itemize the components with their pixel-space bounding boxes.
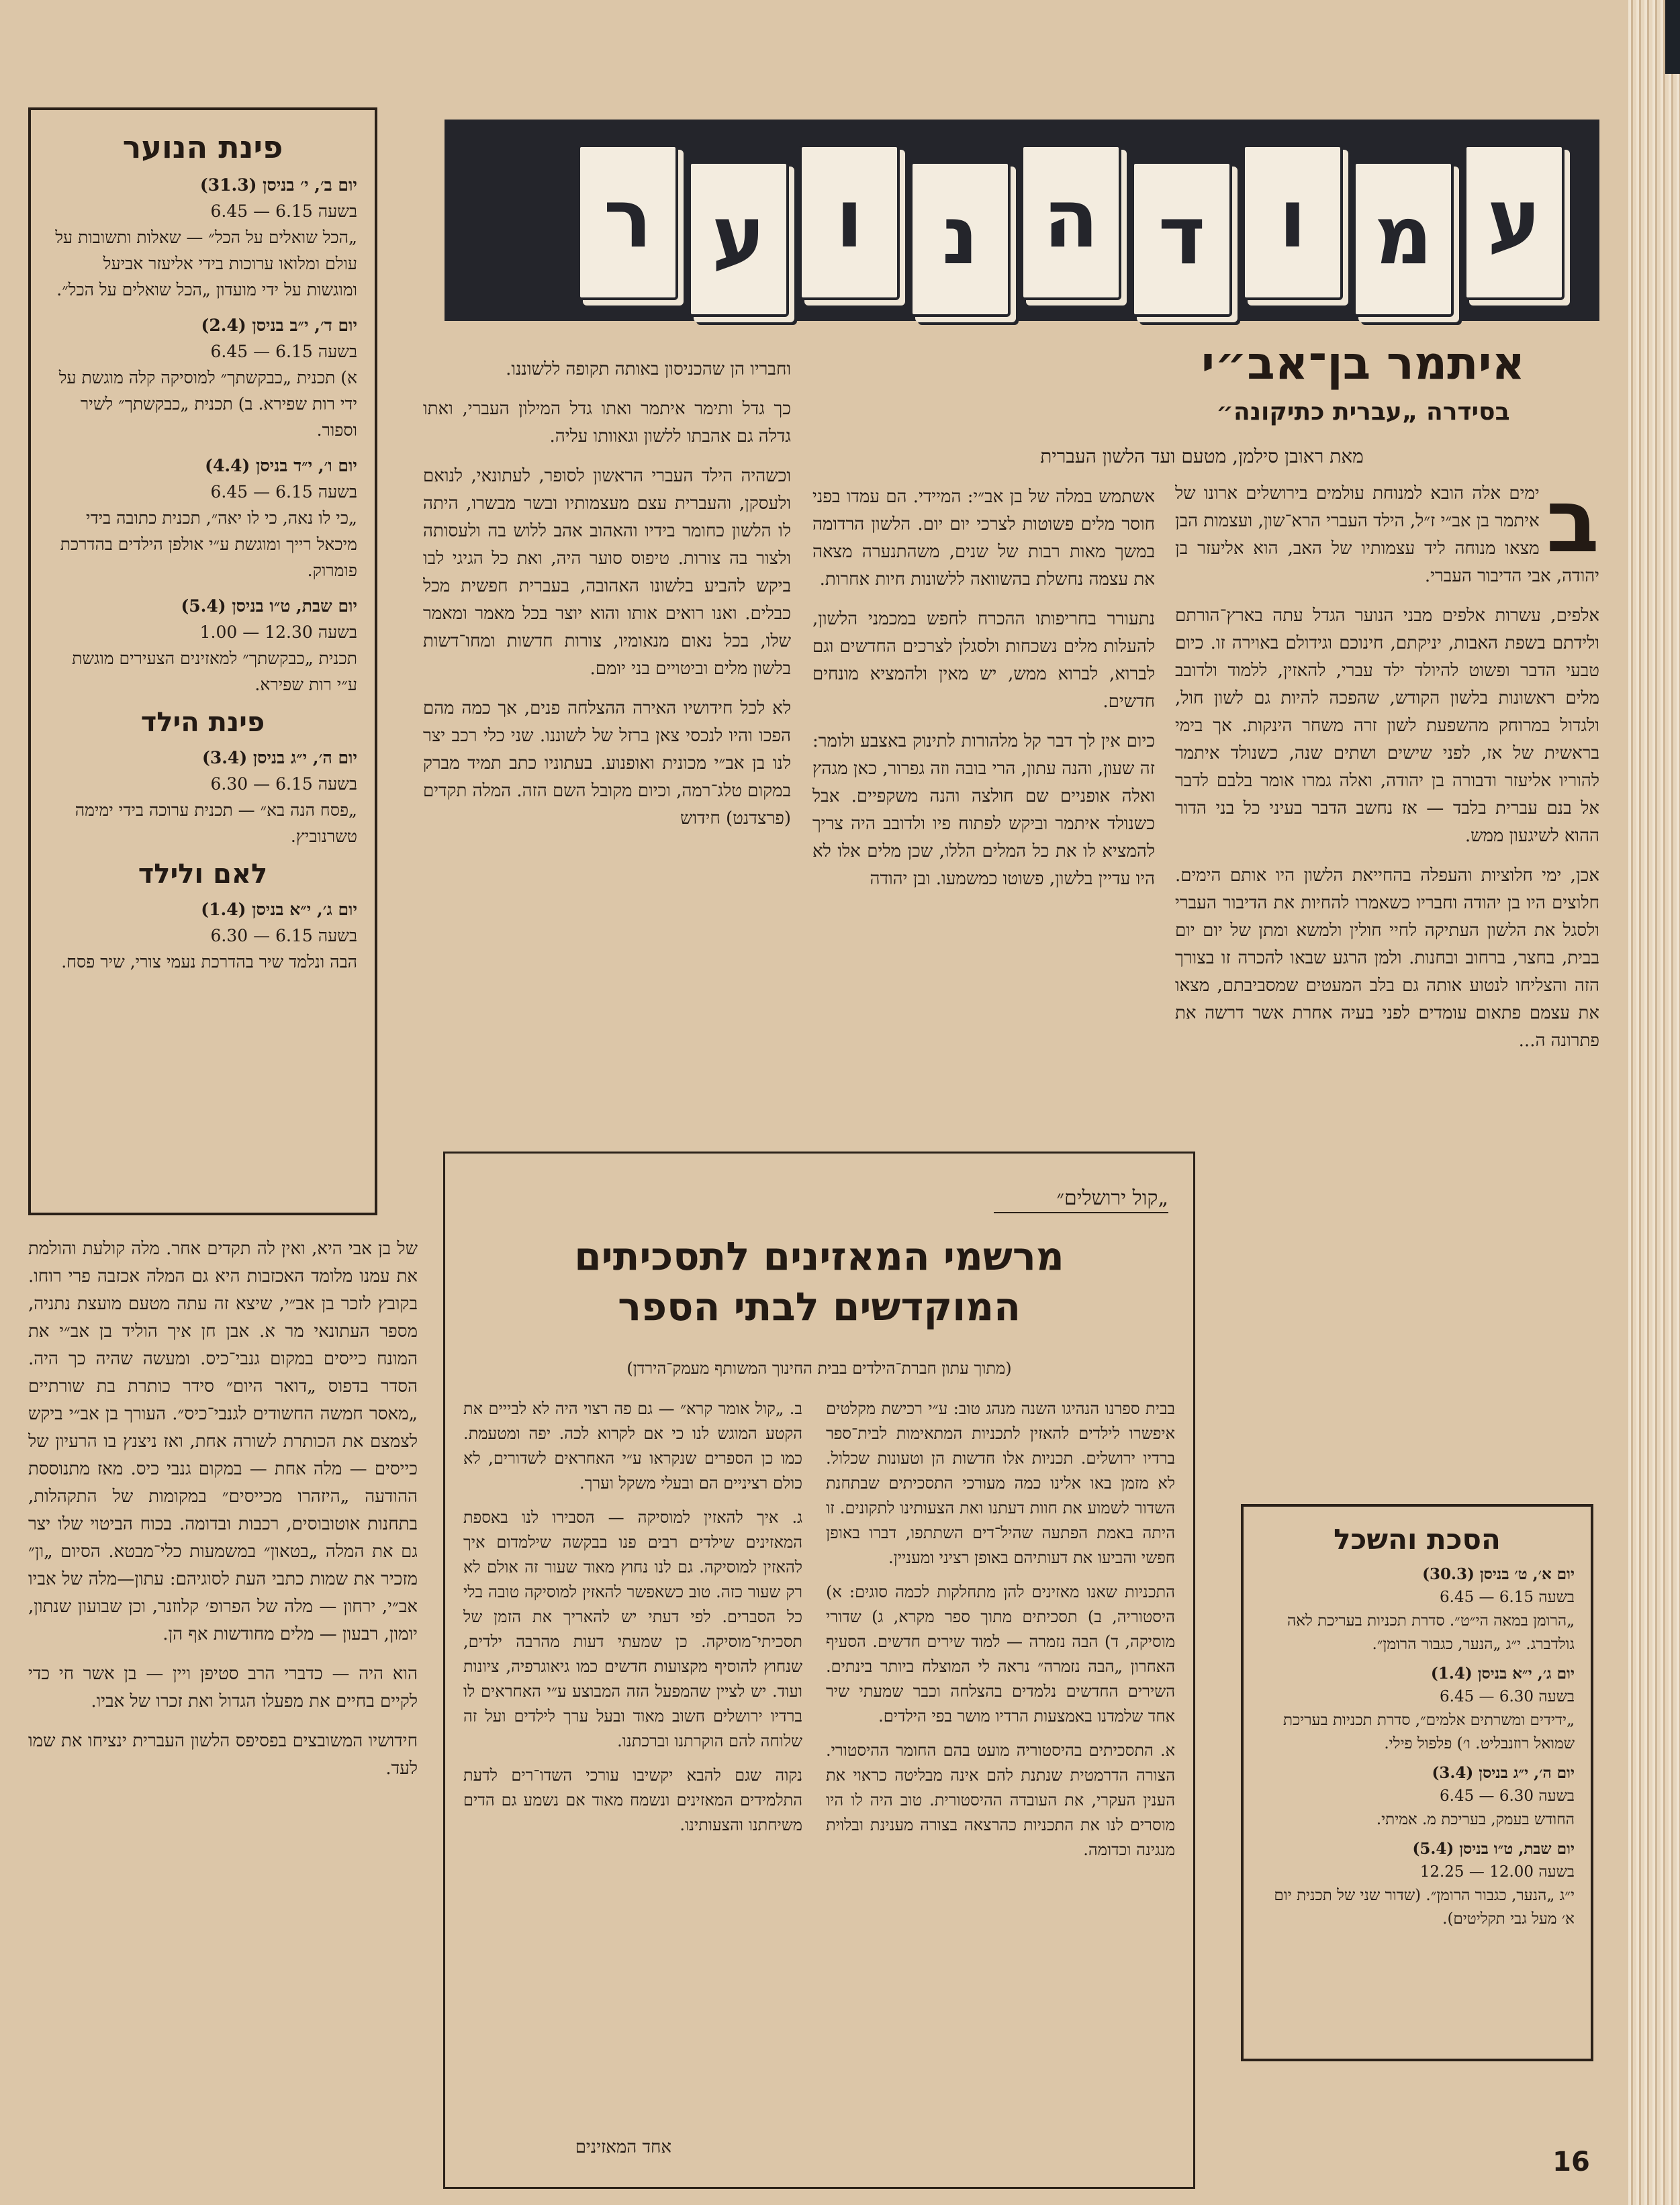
entry-desc: הבה ונלמד שיר בהדרכת נעמי צורי, שיר פסח. [61,952,357,972]
youth-entry [48,312,357,443]
entry-date: יום ד׳, י״ב בניסן (2.4) [201,316,357,335]
page-stack-edge [1628,0,1680,2205]
entry-time: בשעה 6.15 — 6.30 [210,774,357,794]
mother-child-entry [48,896,357,975]
banner-book-4: ד [1131,161,1232,317]
page-number: 16 [1552,2147,1590,2177]
youth-entry [48,172,357,303]
sekhel-entry [1260,1761,1575,1832]
child-corner-title: פינת הילד [140,707,265,738]
entry-time: בשעה 6.30 — 6.45 [1440,1688,1575,1705]
radio-kicker: „קול ירושלים״ [994,1185,1168,1213]
sekhel-title: הסכת והשכל [1334,1523,1501,1556]
sekhel-entry [1260,1837,1575,1931]
paragraph: א. התסכיתים בהיסטוריה מועט בהם החומר ההיסטורי. הצורה הדרמטית שנתנת להם אינה מבליטה כראוי את הענין העקרי, את העובדה ההיסטורית. טוב היה לו היו מוסרים לנו את התכניות כהרצאה בצורה מענינת ובלוית מנגינה וכדומה. [826,1741,1175,1859]
youth-entry [48,453,357,583]
paragraph: נתעורר בחריפותו ההכרח לחפש במכמני הלשון, להעלות מלים נשכחות ולסגלן לצרכים החדשים וגם לברוא, לברוא ממש, יש מאין ולהמציא מונחים חדשים. [812,609,1155,712]
paragraph: לא לכל חידושיו האירה ההצלחה פנים, אך כמה מהם הפכו והיו לנכסי צאן ברזל של לשוננו. שני כלי רכב יצר לנו בן אב״י מכונית ואופנוע. בעתוניו כתב תמיד מברק במקום טלג־רמה, וכיום מקובל השם הזה. המלה תקדים (פרצדנט) חידוש [423,698,791,829]
entry-desc: תכנית „כבקשתך״ למאזינים הצעירים מוגשת ע״י רות שפירא. [72,649,357,694]
radio-column-left [463,1397,802,2122]
article-column-left [423,356,791,1135]
entry-date: יום ג׳, י״א בניסן (1.4) [1430,1664,1575,1683]
entry-desc: „הכל שואלים על הכל״ — שאלות ותשובות על עולם ומלואו ערוכות בידי אליעזר אביעל ומוגשות על ידי מועדון „הכל שואלים על הכל״. [55,228,357,299]
entry-time: בשעה 6.15 — 6.30 [210,926,357,945]
entry-desc: י״ג „הנער, כגבור הרומן״. (שדור שני של תכנית יום א׳ מעל גבי תקליטים). [1274,1887,1575,1928]
radio-title-line2: המוקדשים לבתי הספר [618,1284,1021,1329]
entry-date: יום שבת, ט״ו בניסן (5.4) [181,596,357,616]
paragraph: וכשהיה הילד העברי הראשון לסופר, לעתונאי, לנואם ולעסקן, והעברית עצם מעצמותיו ובשר מבשרו, היתה לו הלשון כחומר בידיו והאהוב אהב ללוש בה ולעסותה ולצור בה צורות. טיפוס סוער היה, ואת כל הגיגי לבו ביקש להביע בלשונו האהובה, בעברית חפשית מכל כבלים. ואנו רואים אותו והוא יוצר בכל מאמר ומאמר שלו, בכל נאום מנאומיו, צורות חדשות ומחו־דשות בלשון מלים וביטויים בני יומם. [423,466,791,679]
banner-book-3: ו [1242,144,1343,300]
background-corner [1665,0,1680,74]
paragraph: התכניות שאנו מאזינים להן מתחלקות לכמה סוגים: א) היסטוריה, ב) תסכיתים מתוך ספר מקרא, ג) שדורי מוסיקה, ד) הבה נזמרה — למוד שירים חדשים. הסעיף האחרון „הבה נזמרה״ נראה לי המוצלח ביותר בינתים. השירים החדשים נלמדים בהצלחה וכבר שמעתי שיר אחד שלמדנו באמצעות הרדיו מושר בפי הילדים. [826,1583,1175,1726]
entry-date: יום ה׳, י״ג בניסן (3.4) [201,748,357,767]
dropcap: ב [1546,480,1599,572]
paragraph: נקוה שגם להבא יקשיבו עורכי השדו־רים לדעת התלמידים המאזינים ונשמח מאוד אם נשמע גם הדים משיחתנו והצעותינו. [463,1766,802,1834]
paragraph: ב. „קול אומר קרא״ — גם פה רצוי היה לא לבייים את הקטע המוגש לנו כי אם לקרוא לכה. יפה ומטעמת. כמו כן הספרים שנקראו ע״י האחראים לשדורים, לא כולם רציניים הם ובעלי משקל וערך. [463,1399,802,1493]
radio-signature: אחד המאזינים [575,2137,671,2157]
entry-desc: „כי לו נאה, כי לו יאה״, תכנית כתובה בידי מיכאל רייך ומוגשת ע״י אולפן הילדים בהדרכת פומרוק. [60,508,357,580]
entry-time: בשעה 6.15 — 6.45 [210,201,357,221]
entry-desc: „הרומן במאה הי״ט״. סדרת תכניות בעריכת לאה גולדברג. י״ג „הנער, כגבור הרומן״. [1287,1612,1575,1653]
paragraph: כך גדל ותימר איתמר ואתו גדל המילון העברי, ואתו גדלה גם אהבתו ללשון וגאוותו עליה. [423,399,791,447]
sekhel-entry [1260,1562,1575,1656]
article-subtitle: בסידרה „עברית כתיקונה״ [1216,398,1510,426]
entry-time: בשעה 12.00 — 12.25 [1419,1863,1575,1881]
article-column-middle [812,483,1155,1128]
entry-time: בשעה 6.15 — 6.45 [1440,1589,1575,1606]
article-continuation [28,1235,418,2175]
sekhel-schedule-box [1241,1504,1593,2061]
sekhel-entry [1260,1662,1575,1756]
youth-schedule-box [28,107,377,1215]
youth-corner-title: פינת הנוער [122,129,283,165]
paragraph: כיום אין לך דבר קל מלהורות לתינוק באצבע ולומר: זה שעון, והנה עתון, הרי בובה וזה גפרור, כאן מגהץ ואלה אופניים שם חולצה והנה משקפיים. אבל כשנולד איתמר וביקש לפתוח פיו ולדובב היה צריך להמציא לו את כל המלים הללו, שכן מלים אלו לא היו עדיין בלשון, פשוטו כמשמעו. ובן יהודה [812,731,1155,889]
paragraph: אשתמש במלה של בן אב״י: המיידי. הם עמדו בפני חוסר מלים פשוטות לצרכי יום יום. הלשון הרדומה במשך מאות רבות של שנים, משהתנערה מצאה את עצמה נחשלת בהשוואה ללשונות חיות אחרות. [812,487,1155,590]
banner-book-5: ה [1021,144,1121,300]
entry-date: יום ו׳, י״ד בניסן (4.4) [205,456,357,475]
banner-book-9: ר [577,144,678,300]
radio-column-right [826,1397,1175,2149]
entry-time: בשעה 6.15 — 6.45 [210,482,357,502]
entry-time: בשעה 6.15 — 6.45 [210,342,357,361]
radio-title-line1: מרשמי המאזינים לתסכיתים [574,1233,1064,1279]
entry-desc: „ידידים ומשרתים אלמים״, סדרת תכניות בעריכת שמואל רוזנבליט. ו׳) פלפול פילי. [1282,1711,1575,1752]
article-byline: מאת ראובן סילמן, מטעם ועד הלשון העברית [1040,445,1364,467]
entry-desc: א) תכנית „כבקשתך״ למוסיקה קלה מוגשת על ידי רות שפירא. ב) תכנית „כבקשתך״ לשיר וספור. [58,368,357,440]
paragraph: ג. איך להאזין למוסיקה — הסבירו לנו באספת המאזינים שילדים רבים פנו בבקשה שילמדום איך להאזין למוסיקה. גם לנו נחוץ מאוד שעור זה אולם לא רק שעור כזה. טוב כשאפשר להאזין למוסיקה טובה בלי כל הסברים. לפי דעתי יש להאריך את הזמן של תסכיתי־מוסיקה. כן שמעתי דעות מהרבה ילדים, שנחוץ להוסיף מקצועות חדשים כמו גיאוגרפיה, ציונות ועוד. יש לציין שהמפעל הזה המבוצע ע״י האחראים לו ברדיו ירושלים חשוב מאוד ובעל ערך לילדים ועל זה שלוחה להם הוקרתנו וברכתנו. [463,1508,802,1750]
entry-date: יום א׳, ט׳ בניסן (30.3) [1422,1565,1575,1583]
entry-time: בשעה 12.30 — 1.00 [199,622,357,642]
paragraph: חידושיו המשובצים בפסיפס הלשון העברית ינציחו את שמו לעד. [28,1731,418,1779]
entry-date: יום ב׳, י׳ בניסן (31.3) [199,175,357,195]
entry-date: יום שבת, ט״ו בניסן (5.4) [1412,1840,1575,1858]
banner-book-6: נ [910,161,1011,317]
article-title: איתמר בן־אב״י [1201,337,1526,390]
paragraph: וחבריו הן שהכניסון באותה תקופה ללשוננו. [506,359,791,379]
banner-book-2: מ [1353,161,1454,317]
banner-book-8: ע [688,161,789,317]
entry-time: בשעה 6.30 — 6.45 [1440,1787,1575,1805]
paragraph: ימים אלה הובא למנוחת עולמים בירושלים ארונו של איתמר בן אב״י ז״ל, הילד העברי הרא־שון, ועצמות הבן מצאו מנוחה ליד עצמותיו של האב, הוא אליעזר בן יהודה, אבי הדיבור העברי. [1175,483,1599,586]
child-entry [48,745,357,849]
article-column-right [1175,480,1599,1434]
banner-book-7: ו [799,144,900,300]
paragraph: בבית ספרנו הנהיגו השנה מנהג טוב: ע״י רכישת מקלטים איפשרו לילדים להאזין לתכניות המתאימות לבית־ספר ברדיו ירושלים. תכניות אלו חדשות הן וטעונות שכלול. לא מזמן באו אלינו כמה מעורכי התסכיתים שבתחנת השדור לשמוע את חוות דעתנו ואת הצעותינו לתקונים. זו היתה באמת הפתעה שהיל־דים השתתפו, דברו באופן חפשי והביעו את דעותיהם באופן רציני ומעניין. [826,1399,1175,1567]
paragraph: הוא היה — כדברי הרב סטיפן ויין — בן אשר חי כדי לקיים בחיים את מפעלו הגדול ואת זכרו של אביו. [28,1664,418,1711]
banner-book-1: ע [1464,144,1565,300]
entry-desc: „פסח הנה בא״ — תכנית ערוכה בידי ימימה טשרנוביץ. [75,800,357,846]
radio-source: (מתוך עתון חברת־הילדים בבית החינוך המשותף מעמק־הירדן) [626,1359,1012,1378]
paragraph: אכן, ימי חלוציות והעפלה בהחייאת הלשון היו אותם הימים. חלוצים היו בן יהודה וחבריו כשאמרו להחיות את הדיבור העברי ולסגל את הלשון העתיקה לחיי חולין ולמשא ומתן של יום יום בבית, בחצר, ברחוב ובחנות. ולמן הרגע שבאו להכרה זו בצורך הזה והצליחו לנטוע אותה גם בלב המעטים שמסביבתם, מצאו את עצמם פתאום עומדים לפני בעיה אחרת אשר דרשה את פתרונה ה... [1175,865,1599,1051]
paragraph: של בן אבי היא, ואין לה תקדים אחר. מלה קולעת והולמת את עמנו מלומד האכזבות היא גם המלה אכזבה פרי רוחו. בקובץ לזכר בן אב״י, שיצא זה עתה מטעם מועצת נתניה, מספר העתונאי מר א. אבן חן איך הוליד בן אב״י את המונח כייסים במקום גנבי־כיס. ומעשה שהיה כך היה. הסדר בדפוס „דואר היום״ סידר כותרת בת שורתיים „מאסר חמשה החשודים לגנבי־כיס״. העורך בן אב״י ביקש לצמצם את הכותרת לשורה אחת, ואז ניצנץ בו הרעיון של כייסים — מלה אחת — במקום גנבי כיס. מאז מתנוססת ההודעה „היזהרו מכייסים״ במקומות של התקהלות, בתחנות אוטובוסים, רכבות ובדומה. בכוח הביטוי שלו יצר גם את המלה „בטאון״ במשמעות כלי־מבטא. הסיום „ון״ מזכיר את שמות כתבי העת לסוגיהם: עתון—מלה של אביו אב״י, ירחון — מלה של הפרופ׳ קלוזנר, וכן שבועון שנתון, יומון, רבעון — מלים מחודשות אף הן. [28,1239,418,1644]
entry-date: יום ה׳, י״ג בניסן (3.4) [1432,1764,1575,1782]
paragraph: אלפים, עשרות אלפים מבני הנוער הגדל עתה בארץ־הורתם ולידתם בשפת האבות, יניקתם, חינוכם וגידולם באוירה זו. כיום טבעי הדבר ופשוט להיולד ילד עברי, להאזין, ללמוד ולדובב מלים ראשונות בלשון הקודש, שהפכה להיות גם לשון חול, ולגדול במרוחק מהשפעת לשון זרה משחר הינקות. אך בימי בראשית של אז, לפני שישים ושתים שנה, כשנולד איתמר להוריו אליעזר ודבורה בן יהודה, ואלה גמרו אומר בלבם לדבר אל בנם עברית בלבד — אז נחשב הדבר בעיני כל בני הדור ההוא לשיגעון ממש. [1175,606,1599,846]
entry-date: יום ג׳, י״א בניסן (1.4) [201,900,357,919]
mother-child-title: לאם ולילד [138,859,268,890]
entry-desc: החודש בעמק, בעריכת מ. אמיתי. [1376,1811,1575,1828]
youth-entry [48,593,357,698]
